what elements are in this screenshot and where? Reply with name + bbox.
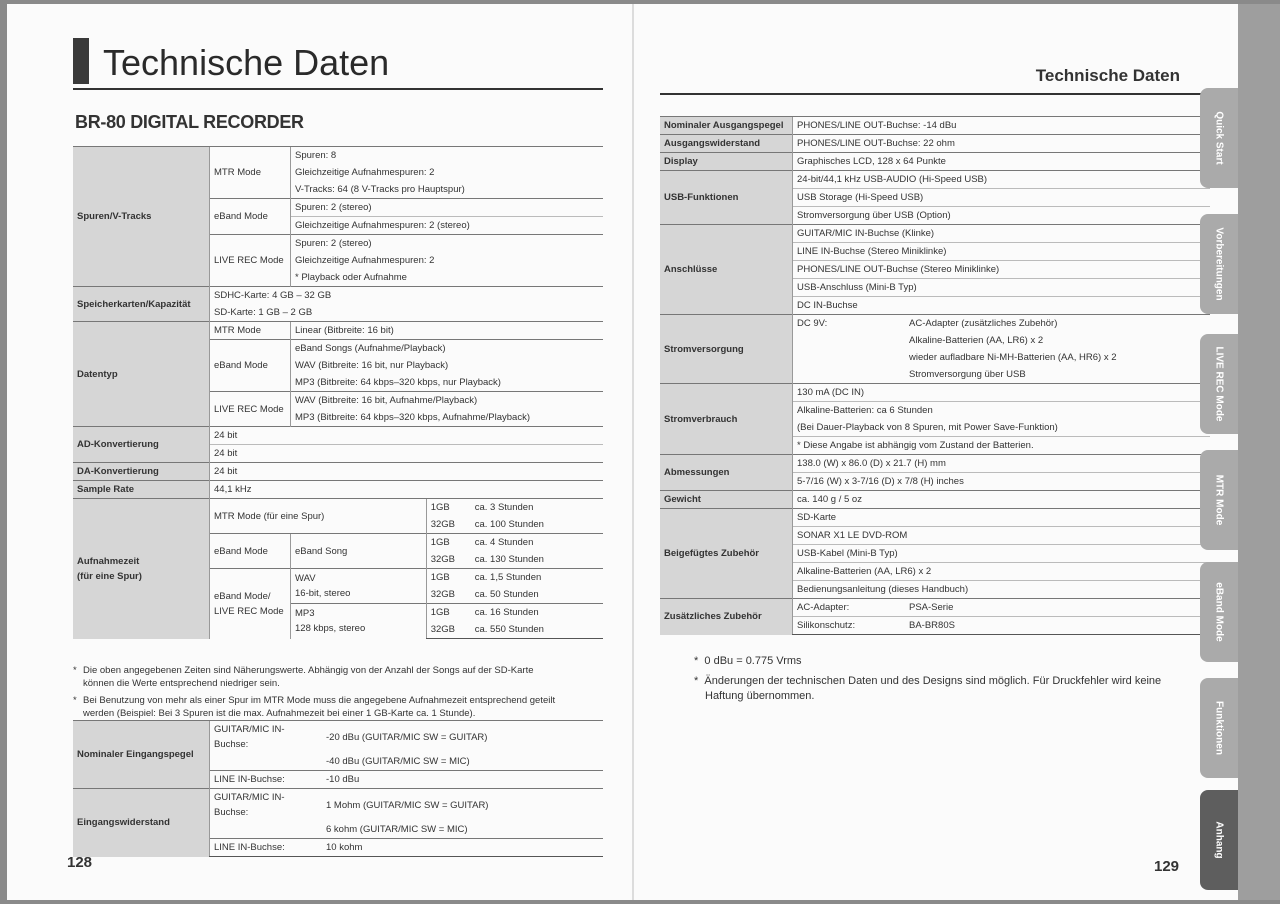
aufnahme-mp3-1: MP3 (295, 608, 315, 620)
ausgangspegel-v1: PHONES/LINE OUT-Buchse: -14 dBu (793, 117, 1211, 135)
zubehoer-v4: Alkaline-Batterien (AA, LR6) x 2 (793, 563, 1211, 581)
aufnahme-wav (291, 569, 427, 604)
widerstand-empty (210, 821, 323, 839)
aufnahme-label-2: (für eine Spur) (77, 570, 142, 582)
tab-funktionen[interactable] (1200, 678, 1238, 778)
usb-v3: Stromversorgung über USB (Option) (793, 207, 1211, 225)
zubehoer-v2: SONAR X1 LE DVD-ROM (793, 527, 1211, 545)
note-1-line-1: Die oben angegebenen Zeiten sind Näherungswerte. Abhängig von der Anzahl der Songs auf der SD-Karte (83, 665, 534, 676)
ad-v1: 24 bit (210, 427, 604, 445)
aufnahme-gb: 1GB (426, 499, 471, 517)
row-label-strom: Stromversorgung (660, 315, 793, 384)
aufnahme-time: ca. 50 Stunden (474, 589, 539, 600)
aufnahme-time: ca. 4 Stunden (471, 534, 603, 552)
row-label-zubehoer: Beigefügtes Zubehör (660, 509, 793, 599)
strom-empty (793, 349, 906, 366)
aufnahme-wav-1: WAV (295, 573, 316, 584)
zubehoer-v1: SD-Karte (793, 509, 1211, 527)
note-changes-line-2: Haftung übernommen. (705, 690, 815, 702)
aufnahme-time: ca. 16 Stunden (471, 604, 603, 622)
speicher-v2: SD-Karte: 1 GB – 2 GB (210, 304, 604, 322)
datentyp-live-v1: WAV (Bitbreite: 16 bit, Aufnahme/Playback) (291, 392, 604, 410)
verbrauch-v3: (Bei Dauer-Playback von 8 Spuren, mit Power Save-Funktion) (793, 419, 1211, 437)
page-title-right: Technische Daten (1035, 66, 1180, 85)
model-title: BR-80 DIGITAL RECORDER (75, 112, 304, 132)
note-changes (694, 674, 1174, 704)
tab-mtr-mode[interactable] (1200, 450, 1238, 550)
row-label-speicher: Speicherkarten/Kapazität (73, 287, 210, 322)
strom-empty (793, 332, 906, 349)
aufnahme-eband-live (210, 569, 291, 639)
datentyp-mtr-v1: Linear (Bitbreite: 16 bit) (291, 322, 604, 340)
widerstand-v1: 1 Mohm (GUITAR/MIC SW = GUITAR) (322, 789, 603, 822)
page-edge (1238, 4, 1280, 900)
gewicht-v1: ca. 140 g / 5 oz (793, 491, 1211, 509)
aufnahme-gb: 32GB (426, 551, 471, 569)
aufnahme-gb: 1GB (426, 569, 471, 587)
datentyp-eband: eBand Mode (210, 340, 291, 392)
note-star: * (694, 655, 699, 667)
tab-quick-start[interactable] (1200, 88, 1238, 188)
page-number-left: 128 (67, 854, 93, 871)
anschluesse-v5: DC IN-Buchse (793, 297, 1211, 315)
tab-label: eBand Mode (1213, 582, 1225, 642)
aufnahme-eband-song: eBand Song (291, 534, 427, 569)
aufnahme-gb: 1GB (426, 604, 471, 622)
spuren-mtr-v1: Spuren: 8 (291, 147, 604, 165)
usb-v2: USB Storage (Hi-Speed USB) (793, 189, 1211, 207)
datentyp-eband-v3: MP3 (Bitbreite: 64 kbps–320 kbps, nur Playback) (291, 374, 604, 392)
tab-label: Vorbereitungen (1213, 227, 1225, 301)
row-label-display: Display (660, 153, 793, 171)
note-2 (73, 694, 593, 720)
title-bar-accent (73, 38, 89, 84)
note-dbu (694, 654, 1174, 669)
row-label-gewicht: Gewicht (660, 491, 793, 509)
row-label-ausgangswiderstand: Ausgangswiderstand (660, 135, 793, 153)
pegel-v3: -10 dBu (322, 771, 603, 789)
spuren-mtr-v3: V-Tracks: 64 (8 V-Tracks pro Hauptspur) (291, 181, 604, 199)
row-label-sample: Sample Rate (73, 481, 210, 499)
left-page (7, 4, 633, 900)
usb-v1: 24-bit/44,1 kHz USB-AUDIO (Hi-Speed USB) (793, 171, 1211, 189)
aufnahme-eband: eBand Mode (210, 534, 291, 569)
zusatz-v2: BA-BR80S (905, 617, 1210, 635)
right-page (634, 4, 1238, 900)
widerstand-v3: 10 kohm (322, 839, 603, 857)
row-label-pegel: Nominaler Eingangspegel (73, 721, 210, 789)
datentyp-eband-v1: eBand Songs (Aufnahme/Playback) (291, 340, 604, 358)
zubehoer-v5: Bedienungsanleitung (dieses Handbuch) (793, 581, 1211, 599)
spuren-eband-v2: Gleichzeitige Aufnahmespuren: 2 (stereo) (291, 217, 604, 235)
aufnahme-time: ca. 100 Stunden (474, 519, 544, 530)
row-label-verbrauch: Stromverbrauch (660, 384, 793, 455)
strom-key: DC 9V: (793, 315, 906, 333)
anschluesse-v3: PHONES/LINE OUT-Buchse (Stereo Miniklinke) (793, 261, 1211, 279)
aufnahme-time: ca. 130 Stunden (474, 554, 544, 565)
aufnahme-mp3 (291, 604, 427, 639)
aufnahme-mtr: MTR Mode (für eine Spur) (210, 499, 427, 534)
tab-label: Funktionen (1213, 701, 1225, 755)
spuren-live-v1: Spuren: 2 (stereo) (291, 235, 604, 253)
section-tabs (1200, 88, 1240, 888)
note-star: * (73, 665, 77, 676)
tab-anhang[interactable] (1200, 790, 1238, 890)
note-star: * (73, 695, 77, 706)
spuren-live: LIVE REC Mode (210, 235, 291, 287)
note-dbu-text: 0 dBu = 0.775 Vrms (704, 655, 802, 667)
row-label-anschluesse: Anschlüsse (660, 225, 793, 315)
tab-label: LIVE REC Mode (1213, 346, 1225, 422)
abmessungen-v2: 5-7/16 (W) x 3-7/16 (D) x 7/8 (H) inches (793, 473, 1211, 491)
aufnahme-eband-live-1: eBand Mode/ (214, 590, 271, 602)
datentyp-mtr: MTR Mode (210, 322, 291, 340)
note-1 (73, 664, 593, 690)
zubehoer-v3: USB-Kabel (Mini-B Typ) (793, 545, 1211, 563)
row-label-da: DA-Konvertierung (73, 463, 210, 481)
aufnahme-eband-live-2: LIVE REC Mode (214, 605, 284, 617)
zusatz-v1: PSA-Serie (905, 599, 1210, 617)
anschluesse-v2: LINE IN-Buchse (Stereo Miniklinke) (793, 243, 1211, 261)
strom-v1: AC-Adapter (zusätzliches Zubehör) (905, 315, 1210, 333)
widerstand-v2: 6 kohm (GUITAR/MIC SW = MIC) (326, 824, 468, 835)
pegel-v1: -20 dBu (GUITAR/MIC SW = GUITAR) (322, 721, 603, 754)
sample-v1: 44,1 kHz (210, 481, 604, 499)
speicher-v1: SDHC-Karte: 4 GB – 32 GB (210, 287, 604, 305)
aufnahme-gb: 1GB (426, 534, 471, 552)
tab-vorbereitungen[interactable] (1200, 214, 1238, 314)
note-2-line-2: werden (Beispiel: Bei 3 Spuren ist die max. Aufnahmezeit bei einer 1 GB-Karte ca. 1 Stunde). (83, 708, 476, 719)
datentyp-eband-v2: WAV (Bitbreite: 16 bit, nur Playback) (291, 357, 604, 374)
ad-v2: 24 bit (210, 445, 604, 463)
pegel-v2: -40 dBu (GUITAR/MIC SW = MIC) (326, 756, 470, 767)
spuren-eband-v1: Spuren: 2 (stereo) (291, 199, 604, 217)
zusatz-key-1: AC-Adapter: (793, 599, 906, 617)
widerstand-key-1: GUITAR/MIC IN-Buchse: (210, 789, 323, 822)
page-title: Technische Daten (103, 42, 390, 83)
aufnahme-gb: 32GB (426, 621, 471, 639)
widerstand-key-2: LINE IN-Buchse: (210, 839, 323, 857)
aufnahme-time: ca. 550 Stunden (471, 621, 603, 639)
tab-label: Quick Start (1213, 111, 1225, 165)
title-rule (73, 88, 603, 90)
strom-v3: wieder aufladbare Ni-MH-Batterien (AA, HR6) x 2 (909, 352, 1117, 363)
row-label-zusatz: Zusätzliches Zubehör (660, 599, 793, 635)
note-2-line-1: Bei Benutzung von mehr als einer Spur im MTR Mode muss die angegebene Aufnahmezeit entsprechend geteilt (83, 695, 556, 706)
row-label-spuren: Spuren/V-Tracks (73, 147, 210, 287)
verbrauch-v2: Alkaline-Batterien: ca 6 Stunden (793, 402, 1211, 420)
aufnahme-wav-2: 16-bit, stereo (295, 588, 351, 599)
title-rule-right (660, 93, 1210, 95)
tab-label: Anhang (1213, 821, 1225, 859)
note-star: * (694, 675, 699, 687)
display-v1: Graphisches LCD, 128 x 64 Punkte (793, 153, 1211, 171)
aufnahme-label-1: Aufnahmezeit (77, 555, 140, 567)
zusatz-key-2: Silikonschutz: (793, 617, 906, 635)
anschluesse-v4: USB-Anschluss (Mini-B Typ) (793, 279, 1211, 297)
da-v1: 24 bit (210, 463, 604, 481)
verbrauch-v4: * Diese Angabe ist abhängig vom Zustand der Batterien. (793, 437, 1211, 455)
row-label-datentyp: Datentyp (73, 322, 210, 427)
pegel-key-1: GUITAR/MIC IN-Buchse: (210, 721, 323, 754)
datentyp-live-v2: MP3 (Bitbreite: 64 kbps–320 kbps, Aufnahme/Playback) (291, 409, 604, 427)
aufnahme-gb: 32GB (426, 516, 471, 534)
tab-live-rec-mode[interactable] (1200, 334, 1238, 434)
spuren-mtr-v2: Gleichzeitige Aufnahmespuren: 2 (291, 164, 604, 181)
ausgangswiderstand-v1: PHONES/LINE OUT-Buchse: 22 ohm (793, 135, 1211, 153)
verbrauch-v1: 130 mA (DC IN) (793, 384, 1211, 402)
page-number-right: 129 (1154, 858, 1180, 875)
aufnahme-time: ca. 1,5 Stunden (471, 569, 603, 587)
anschluesse-v1: GUITAR/MIC IN-Buchse (Klinke) (793, 225, 1211, 243)
row-label-widerstand: Eingangswiderstand (73, 789, 210, 857)
spuren-live-v2: Gleichzeitige Aufnahmespuren: 2 (291, 252, 604, 269)
spuren-live-v3: * Playback oder Aufnahme (291, 269, 604, 287)
strom-empty (793, 366, 906, 384)
aufnahme-time: ca. 3 Stunden (471, 499, 603, 517)
strom-v4: Stromversorgung über USB (909, 369, 1026, 380)
abmessungen-v1: 138.0 (W) x 86.0 (D) x 21.7 (H) mm (793, 455, 1211, 473)
tab-label: MTR Mode (1213, 474, 1225, 526)
spec-table-input (73, 720, 603, 857)
row-label-usb: USB-Funktionen (660, 171, 793, 225)
spec-table-output (660, 116, 1210, 635)
pegel-key-2: LINE IN-Buchse: (210, 771, 323, 789)
spuren-eband: eBand Mode (210, 199, 291, 235)
row-label-ad: AD-Konvertierung (73, 427, 210, 463)
note-1-line-2: können die Werte entsprechend niedriger sein. (83, 678, 280, 689)
tab-eband-mode[interactable] (1200, 562, 1238, 662)
row-label-ausgangspegel: Nominaler Ausgangspegel (660, 117, 793, 135)
note-changes-line-1: Änderungen der technischen Daten und des Designs sind möglich. Für Druckfehler wird keine (704, 675, 1162, 687)
row-label-abmessungen: Abmessungen (660, 455, 793, 491)
strom-v2: Alkaline-Batterien (AA, LR6) x 2 (909, 335, 1044, 346)
aufnahme-gb: 32GB (426, 586, 471, 604)
row-label-aufnahme (73, 499, 210, 639)
aufnahme-mp3-2: 128 kbps, stereo (295, 623, 366, 635)
datentyp-live: LIVE REC Mode (210, 392, 291, 427)
spuren-mtr: MTR Mode (210, 147, 291, 199)
pegel-empty (210, 753, 323, 771)
spec-table-main (73, 146, 603, 639)
